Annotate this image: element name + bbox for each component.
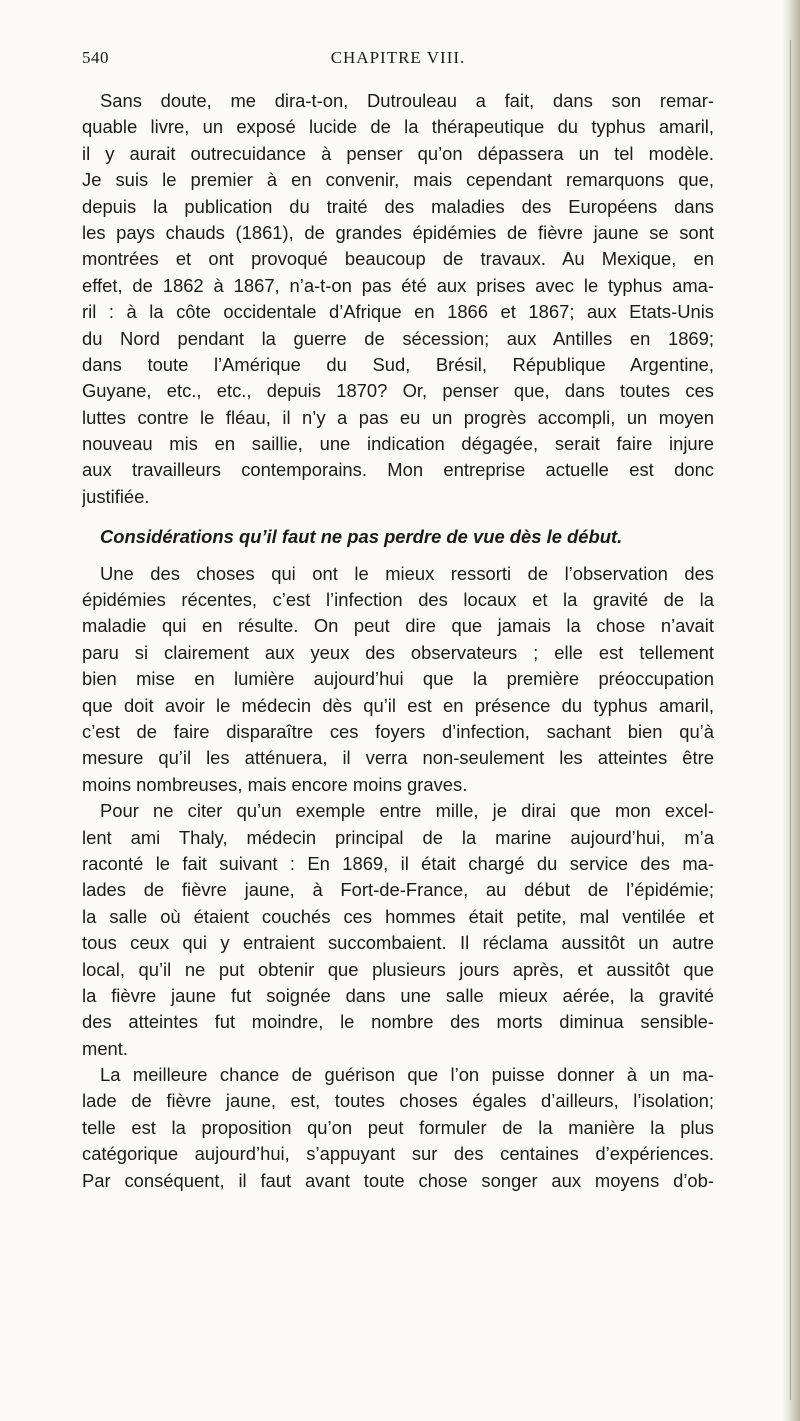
text-line: ment. [82,1037,128,1059]
text-line: montrées et ont provoqué beaucoup de travaux. Au Mexique, en [82,248,714,270]
paragraph [82,798,714,1062]
text-line: dans toute l’Amérique du Sud, Brésil, République Argentine, [82,353,714,375]
text-line: mesure qu’il les atténuera, il verra non-seulement les atteintes être [82,747,714,769]
text-line: Pour ne citer qu’un exemple entre mille, je dirai que mon excel- [100,800,714,822]
text-line: Par conséquent, il faut avant toute chose songer aux moyens d’ob- [82,1169,714,1191]
text-line: La meilleure chance de guérison que l’on puisse donner à un ma- [100,1064,714,1086]
text-line: lent ami Thaly, médecin principal de la marine aujourd’hui, m’a [82,826,714,848]
page-number: 540 [82,48,109,67]
paragraph [82,88,714,510]
text-line: depuis la publication du traité des maladies des Européens dans [82,195,714,217]
page-edge-line [790,40,791,1400]
text-line: justifiée. [82,485,150,507]
text-line: ril : à la côte occidentale d’Afrique en 1866 et 1867; aux Etats-Unis [82,301,714,323]
text-line: Sans doute, me dira-t-on, Dutrouleau a fait, dans son remar- [100,90,714,111]
text-line: les pays chauds (1861), de grandes épidémies de fièvre jaune se sont [82,221,714,243]
paragraph [82,1062,714,1194]
text-line: maladie qui en résulte. On peut dire que jamais la chose n’avait [82,615,714,637]
page-edge-shadow [782,0,800,1421]
text-line: quable livre, un exposé lucide de la thérapeutique du typhus amaril, [82,116,714,138]
text-line: local, qu’il ne put obtenir que plusieurs jours après, et aussitôt que [82,958,714,980]
text-line: épidémies récentes, c’est l’infection des locaux et la gravité de la [82,589,714,611]
text-line: tous ceux qui y entraient succombaient. Il réclama aussitôt un autre [82,932,714,954]
text-line: c’est de faire disparaître ces foyers d’infection, sachant bien qu’à [82,720,714,742]
text-line: que doit avoir le médecin dès qu’il est en présence du typhus amaril, [82,694,714,716]
text-line: des atteintes fut moindre, le nombre des morts diminua sensible- [82,1011,714,1033]
text-line: effet, de 1862 à 1867, n’a-t-on pas été aux prises avec le typhus ama- [82,274,714,296]
text-line: lade de fièvre jaune, est, toutes choses égales d’ailleurs, l’isolation; [82,1090,714,1112]
text-line: nouveau mis en saillie, une indication dégagée, serait faire injure [82,433,714,455]
text-line: paru si clairement aux yeux des observateurs ; elle est tellement [82,641,714,663]
paragraph [82,561,714,799]
text-line: aux travailleurs contemporains. Mon entreprise actuelle est donc [82,459,714,481]
text-line: du Nord pendant la guerre de sécession; aux Antilles en 1869; [82,327,714,349]
text-line: Guyane, etc., etc., depuis 1870? Or, penser que, dans toutes ces [82,380,714,402]
text-line: bien mise en lumière aujourd’hui que la première préoccupation [82,668,714,690]
text-line: raconté le fait suivant : En 1869, il était chargé du service des ma- [82,852,714,874]
section-heading: Considérations qu’il faut ne pas perdre de vue dès le début. [100,526,623,548]
page-header [82,48,714,78]
text-line: luttes contre le fléau, il n’y a pas eu un progrès accompli, un moyen [82,406,714,428]
text-line: catégorique aujourd’hui, s’appuyant sur des centaines d’expériences. [82,1143,714,1165]
text-line: la salle où étaient couchés ces hommes était petite, mal ventilée et [82,905,714,927]
text-line: il y aurait outrecuidance à penser qu’on dépassera un tel modèle. [82,142,714,164]
text-line: lades de fièvre jaune, à Fort-de-France, au début de l’épidémie; [82,879,714,901]
text-line: telle est la proposition qu’on peut formuler de la manière la plus [82,1116,714,1138]
body-text [82,88,714,1194]
text-line: la fièvre jaune fut soignée dans une salle mieux aérée, la gravité [82,984,714,1006]
text-line: Je suis le premier à en convenir, mais cependant remarquons que, [82,169,714,191]
running-head: CHAPITRE VIII. [330,48,466,67]
text-line: Une des choses qui ont le mieux ressorti de l’observation des [100,562,714,584]
text-line: moins nombreuses, mais encore moins graves. [82,773,468,795]
